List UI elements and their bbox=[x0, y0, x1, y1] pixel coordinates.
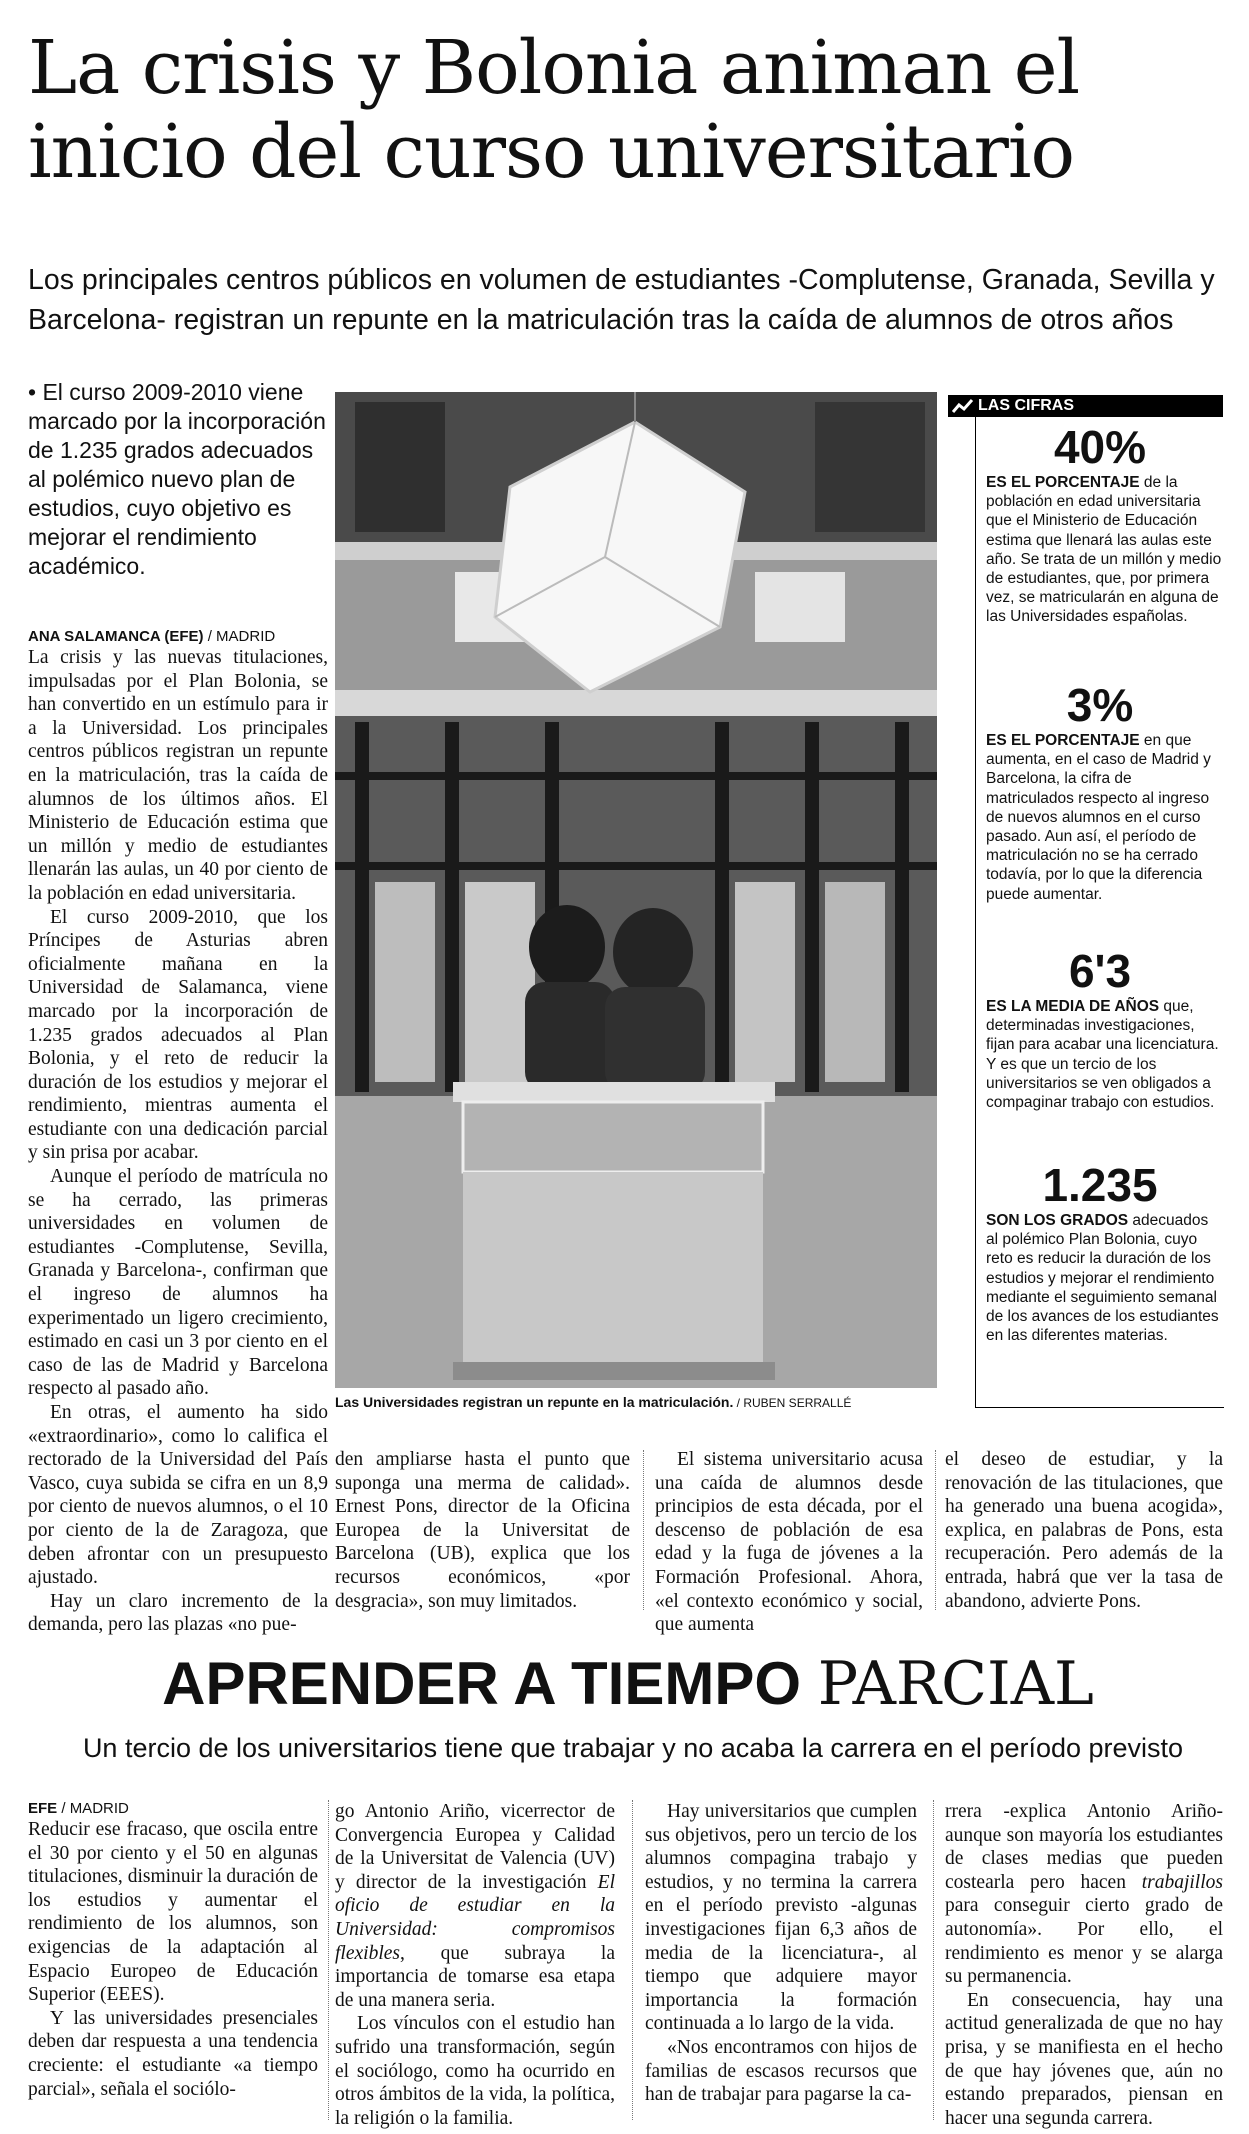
paragraph: «Nos encontramos con hijos de familias de escasos recursos que han de trabajar para pagarse la ca- bbox=[645, 2036, 917, 2106]
photo-illustration bbox=[335, 392, 937, 1388]
paragraph bbox=[945, 1800, 1223, 1989]
byline bbox=[28, 628, 328, 645]
byline-place: / MADRID bbox=[57, 1800, 129, 1817]
paragraph: Reducir ese fracaso, que oscila entre el 30 por ciento y el 50 en algunas titulaciones, disminuir la duración de los estudios y aumentar el rendimiento de los alumnos, son exigencias de la adaptación al Espacio Europeo de Educación Superior (EEES). bbox=[28, 1819, 318, 2006]
stat-number: 6'3 bbox=[1068, 945, 1132, 997]
stat-block bbox=[976, 679, 1224, 904]
paragraph: El sistema universitario acusa una caída de alumnos desde principios de esta década, por el descenso de población de esa edad y la fuga de jóvenes a la Formación Profesional. Ahora, «el contexto económico y social, que aumenta bbox=[655, 1449, 923, 1636]
subheadline-2: Un tercio de los universitarios tiene que trabajar y no acaba la carrera en el período previsto bbox=[82, 1733, 1184, 1763]
emphasis: trabajillos bbox=[1141, 1871, 1223, 1893]
headline-line-1: La crisis y Bolonia animan el bbox=[28, 25, 1080, 111]
paragraph: Aunque el período de matrícula no se ha cerrado, las primeras universidades en volumen de estudiantes -Complutense, Sevilla, Granada y Barcelona-, confirman que el ingreso de alumnos ha experimentado un ligero crecimiento, estimado en casi un 3 por ciento en el caso de las de Madrid y Barcelona respecto al pasado año. bbox=[28, 1166, 328, 1400]
paragraph: Hay universitarios que cumplen sus objetivos, pero un tercio de los alumnos compagina trabajo y estudios, y no termina la carrera en el período previsto -algunas investigaciones fijan 6,3 años de media de la licenciatura-, al tiempo que adquiere mayor importancia la formación continuada a lo largo de la vida. bbox=[645, 1801, 917, 2035]
stat-block bbox=[976, 421, 1224, 627]
stat-text bbox=[986, 731, 1222, 904]
headline-line-2: inicio del curso universitario bbox=[28, 109, 1075, 195]
headline-2 bbox=[28, 1648, 1228, 1720]
stat-lead: SON LOS GRADOS bbox=[986, 1212, 1129, 1229]
subheadline: Los principales centros públicos en volumen de estudiantes -Complutense, Granada, Sevilla y Barcelona- registran un repunte en la matriculación tras la caída de alumnos de otros años bbox=[28, 264, 1215, 336]
paragraph: Los vínculos con el estudio han sufrido una transformación, según el sociólogo, como ha ocurrido en otros ámbitos de la vida, la política, la religión o la familia. bbox=[335, 2013, 615, 2129]
text-run: rrera -explica Antonio Ariño- aunque son mayoría los estudiantes de clases medias que pueden costearla pero hacen bbox=[945, 1801, 1223, 1893]
stat-text bbox=[986, 473, 1222, 627]
headline-2-light: PARCIAL bbox=[817, 1649, 1094, 1719]
stat-body: adecuados al polémico Plan Bolonia, cuyo reto es reducir la duración de los estudios y mejorar el rendimiento mediante el seguimiento semanal de los avances de los estudiantes en las diferentes materias. bbox=[986, 1212, 1219, 1345]
paragraph bbox=[335, 1800, 615, 2012]
cifras-box bbox=[975, 417, 1224, 1408]
text-run: para conseguir cierto grado de autonomía». Por ello, el rendimiento es menor y se alarga su permanencia. bbox=[945, 1895, 1223, 1988]
book-title: El oficio de estudiar en la Universidad: compromisos flexibles bbox=[335, 1871, 615, 1964]
paragraph: En otras, el aumento ha sido «extraordinario», como lo califica el rectorado de la Universidad del País Vasco, cuya subida se cifra en un 8,9 por ciento de nuevos alumnos, o el 10 por ciento de la de Zaragoza, que deben afrontar con un presupuesto ajustado. bbox=[28, 1402, 328, 1589]
article-column-3 bbox=[655, 1448, 923, 1637]
byline-author: ANA SALAMANCA (EFE) bbox=[28, 628, 204, 645]
stat-lead: ES LA MEDIA DE AÑOS bbox=[986, 998, 1160, 1015]
paragraph: den ampliarse hasta el punto que suponga una merma de calidad». Ernest Pons, director de la Oficina Europea de la Universitat de Barcelona (UB), explica que los recursos económicos, «por desgracia», son muy limitados. bbox=[335, 1449, 630, 1612]
article-column-4 bbox=[945, 1448, 1223, 1613]
stat-block bbox=[976, 945, 1224, 1112]
article-2-column-3 bbox=[645, 1800, 917, 2107]
byline-place: / MADRID bbox=[203, 628, 276, 645]
photo-caption bbox=[335, 1394, 945, 1410]
stat-body: en que aumenta, en el caso de Madrid y Barcelona, la cifra de matriculados respecto al ingreso de nuevos alumnos en el curso pasado. Aun así, el período de matriculación no se ha cerrado todavía, por lo que la diferencia puede aumentar. bbox=[986, 732, 1211, 903]
byline-2 bbox=[28, 1800, 318, 1817]
cifras-header bbox=[948, 395, 1223, 417]
stat-block bbox=[976, 1159, 1224, 1345]
stat-body: de la población en edad universitaria que el Ministerio de Educación estima que llenará las aulas este año. Se trata de un millón y medio de estudiantes, que, por primera vez, se matricularán en alguna de las Universidades españolas. bbox=[986, 474, 1222, 626]
article-column-2 bbox=[335, 1448, 630, 1613]
headline bbox=[28, 26, 1228, 194]
text-run: go Antonio Ariño, vicerrector de Convergencia Europea y Calidad de la Universitat de Valencia (UV) y director de la investigación bbox=[335, 1801, 615, 1893]
paragraph: el deseo de estudiar, y la renovación de las titulaciones, que ha generado una buena acogida», explica, en palabras de Pons, esta recuperación. Pero además de la entrada, habrá que ver la tasa de abandono, advierte Pons. bbox=[945, 1449, 1223, 1612]
column-divider bbox=[933, 1800, 934, 2120]
paragraph: En consecuencia, hay una actitud generalizada de que no hay prisa, y se manifiesta en el hecho de que hay jóvenes que, aún no estando preparados, piensan en hacer una segunda carrera. bbox=[945, 1989, 1223, 2129]
stat-text bbox=[986, 1211, 1222, 1345]
headline-2-bold: APRENDER A TIEMPO bbox=[162, 1650, 802, 1717]
caption-text: Las Universidades registran un repunte en la matriculación. bbox=[335, 1394, 734, 1410]
paragraph: Y las universidades presenciales deben dar respuesta a una tendencia creciente: el estudiante «a tiempo parcial», señala el sociólo- bbox=[28, 2007, 318, 2100]
paragraph: El curso 2009-2010, que los Príncipes de Asturias abren oficialmente mañana en la Universidad de Salamanca, viene marcado por la incorporación de 1.235 grados adecuados al Plan Bolonia, y el reto de reducir la duración de los estudios y mejorar el rendimiento, mientras aumenta el estudiante con una dedicación parcial y sin prisa por acabar. bbox=[28, 906, 328, 1164]
column-divider bbox=[328, 1800, 329, 2120]
paragraph: Hay un claro incremento de la demanda, pero las plazas «no pue- bbox=[28, 1590, 328, 1636]
stat-lead: ES EL PORCENTAJE bbox=[986, 732, 1140, 749]
trend-line-icon bbox=[952, 397, 974, 415]
paragraph: La crisis y las nuevas titulaciones, impulsadas por el Plan Bolonia, se han convertido en un estímulo para ir a la Universidad. Los principales centros públicos registran un repunte en la matriculación, tras la caída de alumnos de los últimos años. El Ministerio de Educación estima que un millón y medio de estudiantes llenarán las aulas, un 40 por ciento de la población en edad universitaria. bbox=[28, 647, 328, 904]
photo bbox=[335, 392, 937, 1388]
article-2-column-4 bbox=[945, 1800, 1223, 2130]
stat-number: 40% bbox=[1053, 421, 1147, 473]
stat-number: 3% bbox=[1066, 679, 1134, 731]
lede: • El curso 2009-2010 viene marcado por la incorporación de 1.235 grados adecuados al polémico nuevo plan de estudios, cuyo objetivo es mejorar el rendimiento académico. bbox=[28, 379, 326, 579]
article-2-column-1 bbox=[28, 1818, 318, 2101]
column-divider bbox=[643, 1450, 644, 1610]
byline-author: EFE bbox=[28, 1800, 58, 1817]
caption-credit: / RUBEN SERRALLÉ bbox=[733, 1396, 852, 1410]
stat-body: que, determinadas investigaciones, fijan para acabar una licenciatura. Y es que un tercio de los universitarios se ven obligados a compaginar trabajo con estudios. bbox=[986, 998, 1219, 1112]
column-divider bbox=[632, 1800, 633, 2120]
article-column-1 bbox=[28, 646, 328, 1637]
article-2-column-2 bbox=[335, 1800, 615, 2130]
stat-lead: ES EL PORCENTAJE bbox=[986, 474, 1140, 491]
stat-text bbox=[986, 997, 1222, 1112]
stat-number: 1.235 bbox=[1042, 1159, 1158, 1211]
text-run: , que subraya la importancia de tomarse esa etapa de una manera seria. bbox=[335, 1942, 615, 2011]
cifras-title: LAS CIFRAS bbox=[978, 397, 1074, 414]
column-divider bbox=[935, 1450, 936, 1610]
